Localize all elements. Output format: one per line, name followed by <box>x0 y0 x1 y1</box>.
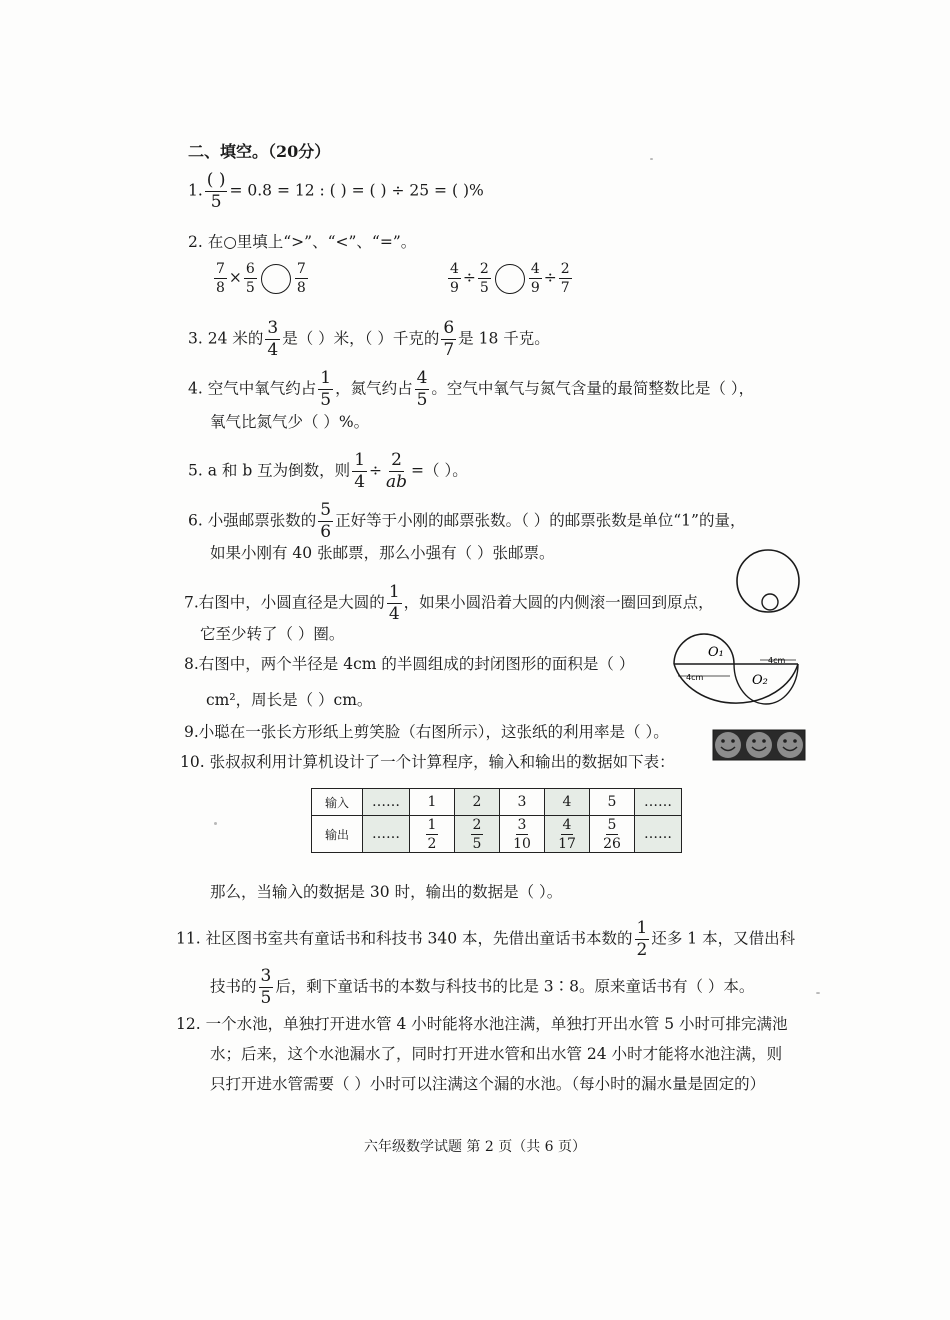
o2-label: O₂ <box>752 673 768 688</box>
question-8: 8.右图中，两个半径是 4cm 的半圆组成的封闭图形的面积是（ ） <box>184 655 635 673</box>
question-11-line-2: 技书的 $\frac{3}{5}$ 后，剩下童话书的本数与科技书的比是 3∶8。原来童话书有（ ）本。 <box>210 966 755 1008</box>
scan-speck <box>650 158 653 160</box>
question-12-line-3: 只打开进水管需要（ ）小时可以注满这个漏的水池。（每小时的漏水量是固定的） <box>210 1075 766 1093</box>
question-1 <box>188 172 484 211</box>
section-title: 二、填空。（20分） <box>188 142 331 161</box>
question-number: 2. <box>188 233 203 251</box>
compare-expression-b: $\frac{4}{9}$ ÷ $\frac{2}{5}$ $\frac{4}{9}$ ÷ $\frac{2}{7}$ <box>450 261 570 296</box>
length-label: 4cm <box>768 656 786 665</box>
question-6: 6. 小强邮票张数的 $\frac{5}{6}$ 正好等于小刚的邮票张数。（ ）的邮票张数是单位“1”的量， <box>188 500 746 542</box>
question-7-line-2: 它至少转了（ ）圈。 <box>200 625 345 643</box>
question-4-line-2: 氧气比氮气少（ ）%。 <box>210 413 370 431</box>
question-3: 3. 24 米的 $\frac{3}{4}$ 是（ ）米，（ ）千克的 $\frac{6}{7}$ 是 18 千克。 <box>188 318 550 360</box>
scan-speck <box>816 992 820 994</box>
smiley-paper-figure <box>712 728 806 762</box>
smiley-icon <box>715 732 741 758</box>
question-text: = 0.8 = 12 : ( ) = ( ) ÷ 25 = ( )% <box>229 181 484 200</box>
question-7: 7.右图中，小圆直径是大圆的 $\frac{1}{4}$ ，如果小圆沿着大圆的内侧滚一圈回到原点， <box>184 582 714 624</box>
o1-label: O₁ <box>708 645 724 660</box>
question-10: 10. 张叔叔利用计算机设计了一个计算程序，输入和输出的数据如下表： <box>180 753 675 771</box>
question-10-followup: 那么，当输入的数据是 30 时，输出的数据是（ ）。 <box>210 883 563 901</box>
smiley-icon <box>746 732 772 758</box>
question-8-line-2: cm²，周长是（ ）cm。 <box>206 691 373 709</box>
question-5: 5. a 和 b 互为倒数，则 $\frac{1}{4}$ ÷ $\frac{2}{ab}$ =（ ）。 <box>188 450 468 492</box>
input-label: 输入 <box>312 789 363 816</box>
scan-speck <box>214 822 217 825</box>
rolling-circle-figure <box>734 548 802 614</box>
semicircle-figure <box>668 622 802 718</box>
input-output-table: 输入 …… 1 2 3 4 5 …… 输出 …… $\frac{1}{2}$ $\frac{2}{5}$ $\frac{3}{10}$ $\frac{4}{17}$ $\frac{5}{26}$ …… <box>311 788 682 853</box>
question-12-line-2: 水；后来，这个水池漏水了，同时打开进水管和出水管 24 小时才能将水池注满，则 <box>210 1045 783 1063</box>
question-4: 4. 空气中氧气约占 $\frac{1}{5}$ ，氮气约占 $\frac{4}{5}$ 。空气中氧气与氮气含量的最简整数比是（ ）， <box>188 368 755 410</box>
output-label: 输出 <box>312 816 363 853</box>
question-12: 12. 一个水池，单独打开进水管 4 小时能将水池注满，单独打开出水管 5 小时可排完满池 <box>176 1015 788 1033</box>
answer-circle[interactable] <box>495 264 525 294</box>
question-9: 9.小聪在一张长方形纸上剪笑脸（右图所示），这张纸的利用率是（ ）。 <box>184 723 669 741</box>
question-11: 11. 社区图书室共有童话书和科技书 340 本，先借出童话书本数的 $\frac{1}{2}$ 还多 1 本，又借出科 <box>176 918 796 960</box>
question-6-line-2: 如果小刚有 40 张邮票，那么小强有（ ）张邮票。 <box>210 544 555 562</box>
question-number: 1. <box>188 181 203 200</box>
question-text: 在○里填上“>”、“<”、“=”。 <box>207 233 417 251</box>
question-2 <box>188 232 416 252</box>
compare-expression-a: $\frac{7}{8}$ × $\frac{6}{5}$ $\frac{7}{8}$ <box>216 261 306 296</box>
smiley-icon <box>777 732 803 758</box>
fraction: $\frac{( )}{5}$ <box>206 170 226 212</box>
page-footer: 六年级数学试题 第 2 页（共 6 页） <box>363 1139 587 1155</box>
length-label: 4cm <box>686 673 704 682</box>
answer-circle[interactable] <box>261 264 291 294</box>
